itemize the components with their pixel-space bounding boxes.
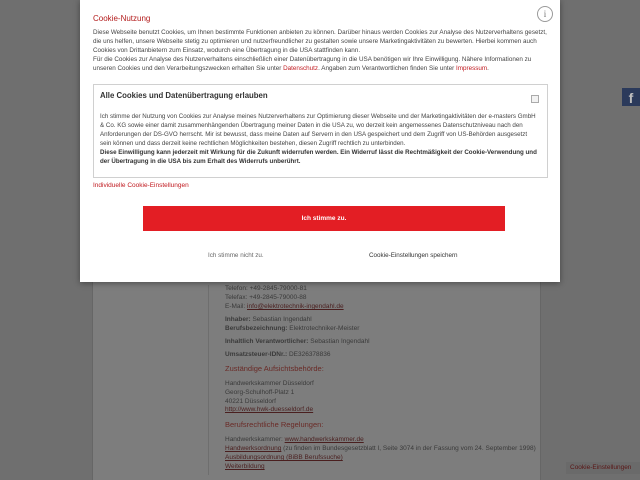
handwerksordnung-line — [225, 445, 536, 452]
ust-line — [225, 351, 331, 358]
consent-body: Ich stimme der Nutzung von Cookies zur Analyse meines Nutzerverhaltens zur Optimierung dieser Webseite und der Marketingaktivitäten der e-masters GmbH & Co. KG sowie einer damit zusammenhängenden Übertragung meiner Daten in die USA zu, wo derzeit kein angemessenes Datenschutzniveau nach den Anforderungen der DS-GVO herrscht. Mir ist bewusst, dass meine Daten auf Servern in den USA gespeichert und dem Zugriff von US-Behörden ausgesetzt sein können und dass derzeit keine rechtlichen Möglichkeiten bestehen, diesen Zugriff rechtlich zu unterbinden. — [100, 113, 536, 147]
verantwortlich-value: Sebastian Ingendahl — [308, 338, 370, 345]
ust-label: Umsatzsteuer-IDNr.: — [225, 351, 288, 358]
cookie-settings-tab[interactable]: Cookie-Einstellungen — [566, 462, 640, 474]
consent-revocation: Diese Einwilligung kann jederzeit mit Wirkung für die Zukunft widerrufen werden. Ein Widerruf lässt die Rechtmäßigkeit der Cookie-Verwendung und der Übertragung in die USA bis zum Erhalt des Widerrufs unberührt. — [100, 149, 537, 165]
sidebar-column — [96, 285, 209, 475]
ausbildung-link[interactable]: Ausbildungsordnung (BiBB Berufssuche) — [225, 454, 343, 461]
consent-box — [93, 84, 548, 178]
verantwortlich-label: Inhaltlich Verantwortlicher: — [225, 338, 309, 345]
consent-title: Alle Cookies und Datenübertragung erlauben — [100, 91, 268, 100]
regeln-line — [225, 436, 364, 443]
inhaber-value: Sebastian Ingendahl — [250, 316, 312, 323]
regeln-heading: Berufsrechtliche Regelungen: — [225, 420, 324, 429]
datenschutz-link[interactable]: Datenschutz — [283, 65, 319, 72]
handwerkskammer-link[interactable]: www.handwerkskammer.de — [284, 436, 364, 443]
email-prefix: E-Mail: — [225, 303, 248, 310]
intro-mid: . Angaben zum Verantwortlichen finden Sie unter — [318, 65, 457, 72]
cookie-consent-dialog — [80, 0, 560, 282]
dialog-title: Cookie-Nutzung — [93, 14, 151, 23]
save-settings-link[interactable]: Cookie-Einstellungen speichern — [369, 252, 458, 259]
impressum-link[interactable]: Impressum — [456, 65, 488, 72]
regeln-prefix: Handwerkskammer: — [225, 436, 285, 443]
aufsicht-line-3: 40221 Düsseldorf — [225, 398, 276, 405]
intro-part-2: Für die Cookies zur Analyse des Nutzerverhaltens einschließlich einer Datenübertragung in die USA benötigen wir Ihre Einwilligung. Nähere Informationen zu unseren Cookies und den Verarbeitungszwecken erhalten Sie unter — [93, 56, 532, 72]
intro-part-1: Diese Webseite benutzt Cookies, um Ihnen bestimmte Funktionen anbieten zu können. Darüber hinaus werden Cookies zur Analyse des Nutzerverhaltens gesetzt, die uns helfen, unsere Webseite stetig zu optimieren und nutzerfreundlicher zu gestalten sowie unsere Marketingaktivitäten zu bewerten. Hierbei kommen auch Cookies von Drittanbietern zum Einsatz, wodurch eine Übertragung in die USA stattfinden kann. — [93, 29, 547, 54]
email-link[interactable]: info@elektrotechnik-ingendahl.de — [247, 303, 344, 310]
aufsicht-line-1: Handwerkskammer Düsseldorf — [225, 380, 314, 387]
handwerksordnung-link[interactable]: Handwerksordnung — [225, 445, 282, 452]
phone-line: Telefon: +49-2845-79000-81 — [225, 285, 307, 292]
inhaber-label: Inhaber: — [225, 316, 251, 323]
aufsicht-heading: Zuständige Aufsichtsbehörde: — [225, 364, 324, 373]
verantwortlich-line — [225, 338, 370, 345]
handwerksordnung-rest: (zu finden im Bundesgesetzblatt I, Seite 3074 in der Fassung vom 24. September 1998) — [281, 445, 536, 452]
intro-end: . — [487, 65, 489, 72]
consent-checkbox[interactable] — [531, 95, 539, 103]
intro-text — [93, 28, 548, 73]
inhaber-line — [225, 316, 312, 323]
aufsicht-line-2: Georg-Schulhoff-Platz 1 — [225, 389, 295, 396]
email-line — [225, 303, 344, 310]
beruf-label: Berufsbezeichnung: — [225, 325, 288, 332]
beruf-line — [225, 325, 359, 332]
ust-value: DE326378836 — [287, 351, 331, 358]
beruf-value: Elektrotechniker-Meister — [287, 325, 360, 332]
individual-settings-link[interactable]: Individuelle Cookie-Einstellungen — [93, 182, 189, 189]
info-icon[interactable]: i — [537, 6, 553, 22]
weiterbildung-link[interactable]: Weiterbildung — [225, 463, 265, 470]
agree-button[interactable]: Ich stimme zu. — [143, 206, 505, 231]
facebook-icon[interactable]: f — [622, 88, 640, 106]
aufsicht-link[interactable]: http://www.hwk-duesseldorf.de — [225, 406, 314, 413]
fax-line: Telefax: +49-2845-79000-88 — [225, 294, 307, 301]
consent-text — [100, 112, 540, 166]
decline-link[interactable]: Ich stimme nicht zu. — [208, 252, 264, 259]
